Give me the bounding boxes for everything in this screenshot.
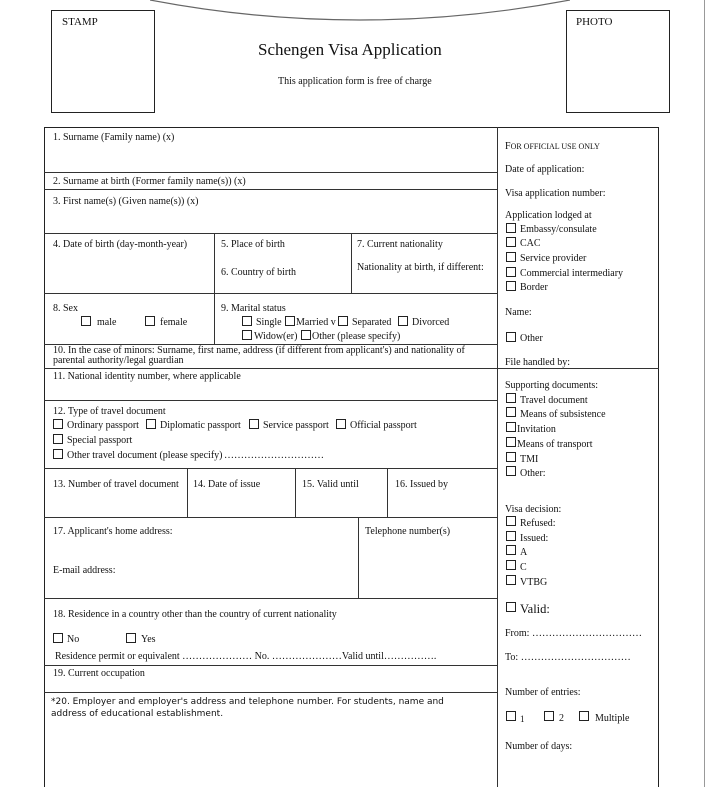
date-of-application: Date of application: bbox=[505, 164, 585, 175]
field-5-label: 5. Place of birth bbox=[221, 239, 285, 250]
sep bbox=[44, 189, 497, 190]
field-16-label: 16. Issued by bbox=[395, 479, 449, 490]
supporting-documents-label: Supporting documents: bbox=[505, 380, 599, 391]
photo-label: PHOTO bbox=[576, 16, 613, 28]
marital-divorced-checkbox[interactable] bbox=[398, 316, 408, 326]
sep-v bbox=[187, 468, 188, 517]
name-label: Name: bbox=[505, 307, 532, 318]
field-20-label: *20. Employer and employer's address and telephone number. For students, name and address of educational establishment. bbox=[51, 697, 444, 719]
field-2-label: 2. Surname at birth (Former family name(s)) (x) bbox=[53, 176, 246, 187]
field-1-label: 1. Surname (Family name) (x) bbox=[53, 132, 175, 143]
official-divider bbox=[497, 127, 498, 787]
lodged-at-label: Application lodged at bbox=[505, 210, 592, 221]
doc-transport-checkbox[interactable] bbox=[506, 437, 516, 447]
lodged-commercial-label: Commercial intermediary bbox=[520, 268, 624, 279]
valid-from: From: …………………………… bbox=[505, 628, 642, 639]
entries-1-checkbox[interactable] bbox=[506, 711, 516, 721]
sep bbox=[44, 665, 497, 666]
field-11-label: 11. National identity number, where applicable bbox=[53, 371, 241, 382]
doc-invitation-label: Invitation bbox=[517, 424, 556, 435]
sep-v bbox=[214, 293, 215, 344]
sep-v bbox=[295, 468, 296, 517]
other-checkbox[interactable] bbox=[506, 332, 516, 342]
field-17-label: 17. Applicant's home address: bbox=[53, 526, 173, 537]
lodged-border-label: Border bbox=[520, 282, 548, 293]
sep bbox=[44, 233, 497, 234]
marital-other-checkbox[interactable] bbox=[301, 330, 311, 340]
field-13-label: 13. Number of travel document bbox=[53, 479, 179, 490]
sep-v bbox=[358, 517, 359, 598]
visa-application-number: Visa application number: bbox=[505, 188, 606, 199]
field-3-label: 3. First name(s) (Given name(s)) (x) bbox=[53, 196, 199, 207]
visa-decision-label: Visa decision: bbox=[505, 504, 562, 515]
marital-single-label: Single bbox=[256, 317, 282, 328]
decision-vtbg-label: VTBG bbox=[520, 577, 548, 588]
marital-single-checkbox[interactable] bbox=[242, 316, 252, 326]
decision-refused-checkbox[interactable] bbox=[506, 516, 516, 526]
lodged-service-provider-label: Service provider bbox=[520, 253, 587, 264]
valid-to: To: …………………………… bbox=[505, 652, 631, 663]
entries-2-checkbox[interactable] bbox=[544, 711, 554, 721]
lodged-embassy-checkbox[interactable] bbox=[506, 223, 516, 233]
sex-male-label: male bbox=[97, 317, 117, 328]
residence-no-checkbox[interactable] bbox=[53, 633, 63, 643]
decision-issued-checkbox[interactable] bbox=[506, 531, 516, 541]
marital-married-label: Married v bbox=[296, 317, 336, 328]
doc-subsistence-label: Means of subsistence bbox=[520, 409, 606, 420]
decision-c-checkbox[interactable] bbox=[506, 560, 516, 570]
lodged-cac-label: CAC bbox=[520, 238, 541, 249]
lodged-service-provider-checkbox[interactable] bbox=[506, 252, 516, 262]
doc-official-label: Official passport bbox=[350, 420, 417, 431]
decision-c-label: C bbox=[520, 562, 527, 573]
entries-multiple-label: Multiple bbox=[595, 713, 630, 724]
field-8-label: 8. Sex bbox=[53, 303, 78, 314]
doc-other-label: Other travel document (please specify) bbox=[67, 450, 223, 461]
official-heading: FOR OFFICIAL USE ONLY bbox=[505, 141, 600, 152]
decision-vtbg-checkbox[interactable] bbox=[506, 575, 516, 585]
field-7b-label: Nationality at birth, if different: bbox=[357, 262, 484, 273]
doc-other-checkbox[interactable] bbox=[53, 449, 63, 459]
entries-multiple-checkbox[interactable] bbox=[579, 711, 589, 721]
decision-a-checkbox[interactable] bbox=[506, 545, 516, 555]
sex-female-label: female bbox=[160, 317, 188, 328]
doc-other-official-label: Other: bbox=[520, 468, 546, 479]
field-7-label: 7. Current nationality bbox=[357, 239, 443, 250]
doc-special-label: Special passport bbox=[67, 435, 133, 446]
sep-v bbox=[214, 233, 215, 293]
sep bbox=[44, 692, 497, 693]
doc-tmi-label: TMI bbox=[520, 454, 539, 465]
doc-service-label: Service passport bbox=[263, 420, 329, 431]
marital-widow-label: Widow(er) bbox=[254, 331, 298, 342]
field-18-label: 18. Residence in a country other than the country of current nationality bbox=[53, 609, 337, 620]
marital-separated-checkbox[interactable] bbox=[338, 316, 348, 326]
field-19-label: 19. Current occupation bbox=[53, 668, 145, 679]
doc-diplomatic-checkbox[interactable] bbox=[146, 419, 156, 429]
stamp-label: STAMP bbox=[62, 16, 98, 28]
doc-other-dots: ………………………… bbox=[224, 450, 324, 461]
number-of-entries-label: Number of entries: bbox=[505, 687, 581, 698]
number-of-days-label: Number of days: bbox=[505, 741, 573, 752]
marital-married-checkbox[interactable] bbox=[285, 316, 295, 326]
email-label: E-mail address: bbox=[53, 565, 116, 576]
doc-invitation-checkbox[interactable] bbox=[506, 422, 516, 432]
doc-other-official-checkbox[interactable] bbox=[506, 466, 516, 476]
decision-issued-label: Issued: bbox=[520, 533, 549, 544]
field-6-label: 6. Country of birth bbox=[221, 267, 296, 278]
doc-diplomatic-label: Diplomatic passport bbox=[160, 420, 241, 431]
decision-refused-label: Refused: bbox=[520, 518, 556, 529]
field-10-label: 10. In the case of minors: Surname, first name, address (if different from applicant's) and nationality of parental authority/legal guardian bbox=[53, 345, 465, 366]
doc-ordinary-label: Ordinary passport bbox=[67, 420, 139, 431]
sep-v bbox=[387, 468, 388, 517]
sep bbox=[44, 172, 497, 173]
field-15-label: 15. Valid until bbox=[302, 479, 359, 490]
doc-tmi-checkbox[interactable] bbox=[506, 452, 516, 462]
file-handled-by: File handled by: bbox=[505, 357, 570, 368]
other-label: Other bbox=[520, 333, 543, 344]
field-14-label: 14. Date of issue bbox=[193, 479, 261, 490]
sep bbox=[44, 400, 497, 401]
field-12-label: 12. Type of travel document bbox=[53, 406, 166, 417]
sep bbox=[44, 368, 497, 369]
decision-a-label: A bbox=[520, 547, 528, 558]
marital-other-label: Other (please specify) bbox=[312, 331, 401, 342]
marital-separated-label: Separated bbox=[352, 317, 392, 328]
sep bbox=[44, 598, 497, 599]
sep bbox=[44, 293, 497, 294]
official-sep bbox=[497, 368, 659, 369]
form-title: Schengen Visa Application bbox=[258, 40, 442, 59]
doc-service-checkbox[interactable] bbox=[249, 419, 259, 429]
sep-v bbox=[351, 233, 352, 293]
lodged-border-checkbox[interactable] bbox=[506, 281, 516, 291]
valid-checkbox[interactable] bbox=[506, 602, 516, 612]
form-subtitle: This application form is free of charge bbox=[278, 76, 432, 87]
sex-male-checkbox[interactable] bbox=[81, 316, 91, 326]
doc-special-checkbox[interactable] bbox=[53, 434, 63, 444]
marital-divorced-label: Divorced bbox=[412, 317, 450, 328]
lodged-cac-checkbox[interactable] bbox=[506, 237, 516, 247]
residence-yes-checkbox[interactable] bbox=[126, 633, 136, 643]
page-edge bbox=[704, 0, 705, 787]
field-4-label: 4. Date of birth (day-month-year) bbox=[53, 239, 188, 250]
doc-ordinary-checkbox[interactable] bbox=[53, 419, 63, 429]
residence-no-label: No bbox=[67, 634, 80, 645]
header-arc bbox=[150, 0, 570, 22]
entries-1-label: 1 bbox=[520, 714, 525, 724]
doc-travel-checkbox[interactable] bbox=[506, 393, 516, 403]
residence-permit-line: Residence permit or equivalent ………………… No. …………………Valid until……………. bbox=[55, 651, 437, 662]
sep bbox=[44, 517, 497, 518]
sep bbox=[44, 468, 497, 469]
marital-widow-checkbox[interactable] bbox=[242, 330, 252, 340]
doc-travel-label: Travel document bbox=[520, 395, 588, 406]
doc-official-checkbox[interactable] bbox=[336, 419, 346, 429]
doc-transport-label: Means of transport bbox=[517, 439, 593, 450]
valid-label: Valid: bbox=[520, 602, 550, 616]
lodged-commercial-checkbox[interactable] bbox=[506, 267, 516, 277]
sex-female-checkbox[interactable] bbox=[145, 316, 155, 326]
telephone-label: Telephone number(s) bbox=[365, 526, 451, 537]
residence-yes-label: Yes bbox=[141, 634, 156, 645]
doc-subsistence-checkbox[interactable] bbox=[506, 407, 516, 417]
lodged-embassy-label: Embassy/consulate bbox=[520, 224, 597, 235]
entries-2-label: 2 bbox=[559, 713, 564, 724]
field-9-label: 9. Marital status bbox=[221, 303, 286, 314]
